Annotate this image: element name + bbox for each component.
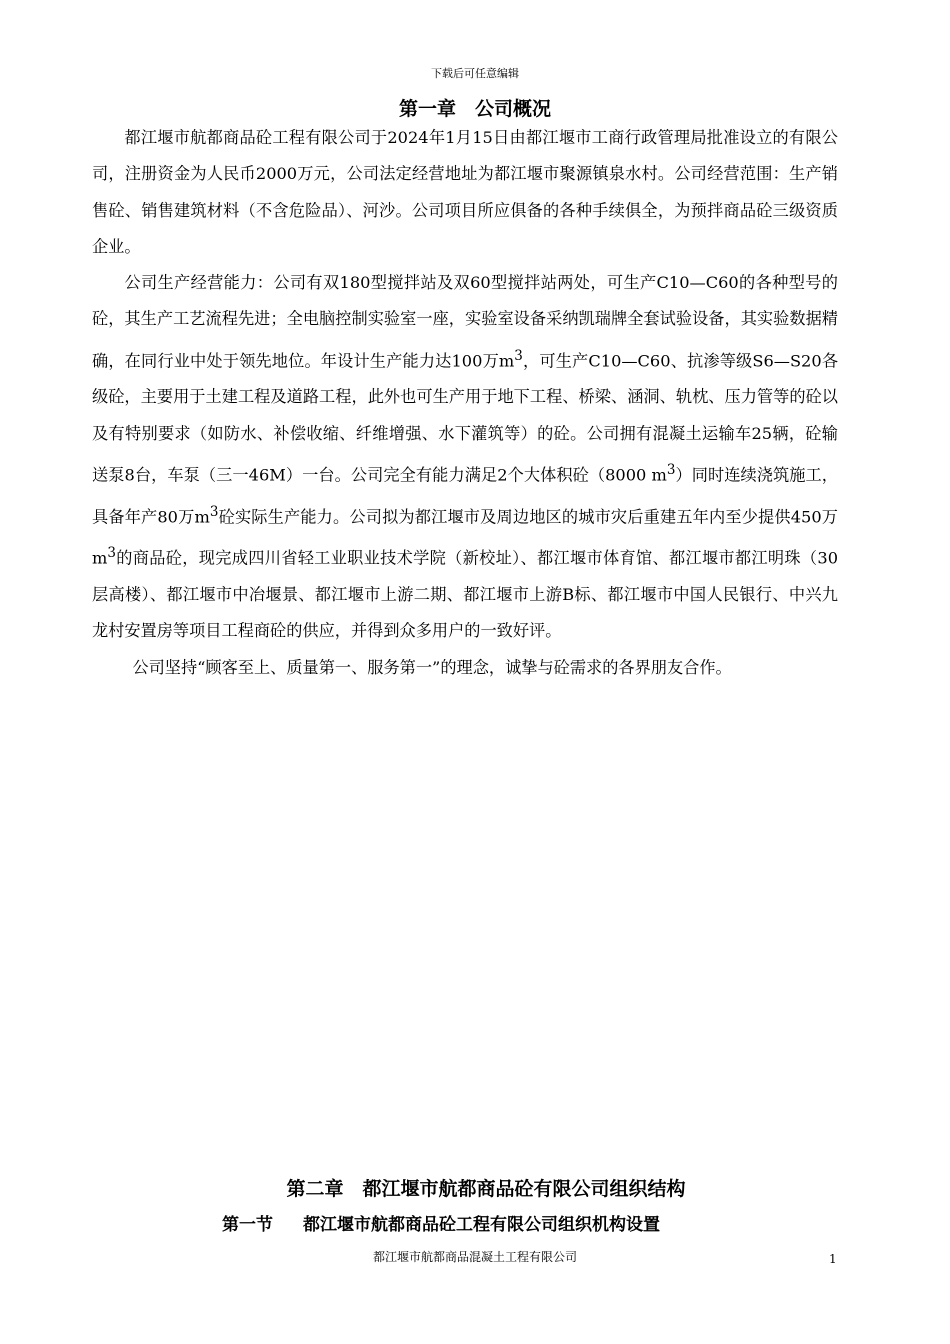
page-footer-company: 都江堰市航都商品混凝土工程有限公司 [372,1250,577,1264]
chapter-1-title: 第一章 公司概况 [398,98,551,120]
chapter-1-body [92,120,838,686]
paragraph-company-intro: 都江堰市航都商品砼工程有限公司于2024年1月15日由都江堰市工商行政管理局批准设立的有限公司，注册资金为人民币2000万元，公司法定经营地址为都江堰市聚源镇泉水村。公司经营范围：生产销售砼、销售建筑材料（不含危险品）、河沙。公司项目所应俱备的各种手续俱全，为预拌商品砼三级资质企业。 [92,128,838,256]
section-label: 第一节 [222,1215,273,1235]
capacity-text-2: ，可生产C10—C60、抗渗等级S6—S20各级砼，主要用于土建工程及道路工程，此外也可生产用于地下工程、桥梁、涵洞、轨枕、压力管等的砼以及有特别要求（如防水、补偿收缩、纤维增强、水下灌筑等）的砼。公司拥有混凝土运输车25辆，砼输送泵8台，车泵（三一46M）一台。公司完全有能力满足2个大体积砼（8000 m [92,351,839,485]
paragraph-production-capacity [92,265,838,650]
capacity-text-5: 的商品砼，现完成四川省轻工业职业技术学院（新校址）、都江堰市体育馆、都江堰市都江明珠（30层高楼）、都江堰市中冶堰景、都江堰市上游二期、都江堰市上游B标、都江堰市中国人民银行、中兴九龙村安置房等项目工程商砼的供应，并得到众多用户的一致好评。 [92,548,838,641]
page-number: 1 [829,1252,837,1266]
paragraph-company-philosophy: 公司坚持“顾客至上、质量第一、服务第一”的理念，诚挚与砼需求的各界朋友合作。 [132,657,732,677]
capacity-text-3: ）同时连续浇筑施工，具备年产80万m [92,465,838,527]
cubic-superscript: 3 [209,503,219,520]
cubic-superscript: 3 [666,462,676,479]
capacity-text-1: 公司生产经营能力：公司有双180型搅拌站及双60型搅拌站两处，可生产C10—C60的各种型号的砼，其生产工艺流程先进；全电脑控制实验室一座，实验室设备采纳凯瑞牌全套试验设备，其实验数据精确，在同行业中处于领先地位。年设计生产能力达100万m [92,273,838,371]
page-header-note: 下载后可任意编辑 [431,67,519,80]
chapter-2-title: 第二章 都江堰市航都商品砼有限公司组织结构 [286,1178,686,1200]
cubic-superscript: 3 [107,545,116,562]
cubic-superscript: 3 [514,347,523,364]
section-1-heading [222,1212,660,1238]
section-title-text: 都江堰市航都商品砼工程有限公司组织机构设置 [303,1215,660,1235]
capacity-text-4: 砼实际生产能力。公司拟为都江堰市及周边地区的城市灾后重建五年内至少提供450万m [92,507,838,568]
